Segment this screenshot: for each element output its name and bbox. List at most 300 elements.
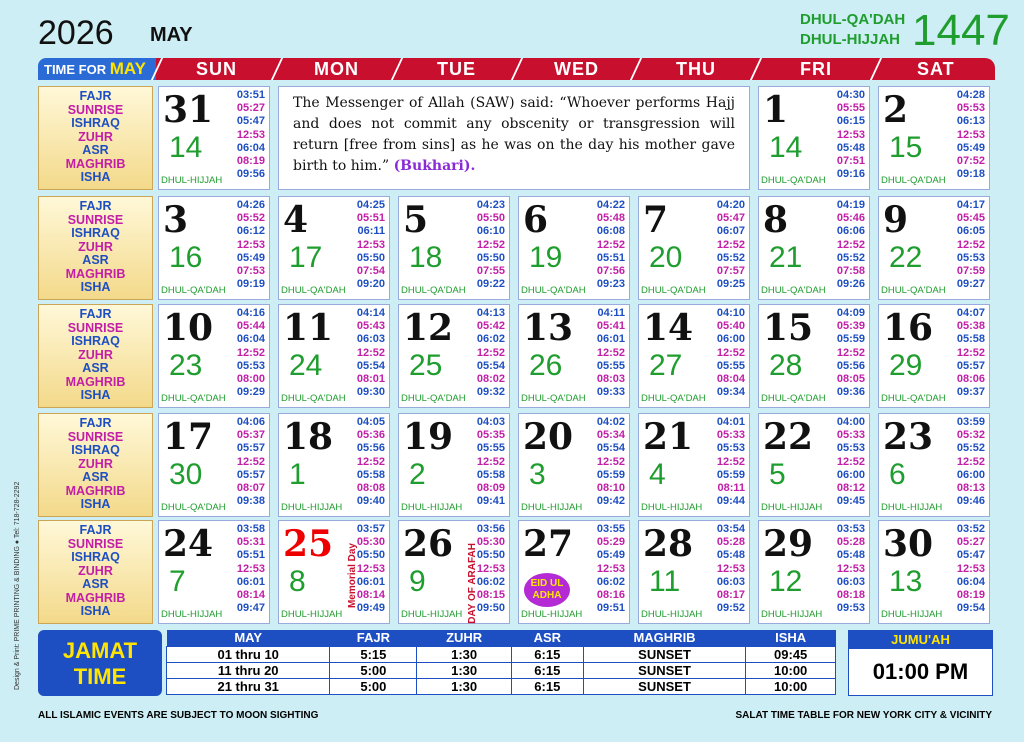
hijri-day: 20 [649, 241, 683, 274]
prayer-time: 06:04 [236, 333, 265, 346]
prayer-label: ZUHR [78, 563, 113, 578]
prayer-time: 09:49 [356, 602, 385, 615]
prayer-time: 07:58 [836, 265, 865, 278]
prayer-label: FAJR [79, 89, 112, 103]
day-cell [158, 304, 270, 408]
prayer-time: 08:01 [356, 373, 385, 386]
jamat-cell: 5:15 [330, 646, 417, 662]
hijri-month-name: DHUL-HIJJAH [881, 502, 943, 513]
prayer-time: 05:45 [956, 212, 985, 225]
hijri-month-name: DHUL-HIJJAH [281, 609, 343, 620]
prayer-time: 08:05 [836, 373, 865, 386]
prayer-time: 06:06 [836, 225, 865, 238]
prayer-time: 03:52 [956, 523, 985, 535]
gregorian-day: 12 [403, 307, 454, 349]
prayer-label: ISHRAQ [71, 226, 120, 240]
prayer-labels [38, 196, 153, 300]
hijri-month-name: DHUL-QA'DAH [161, 285, 226, 296]
prayer-time: 12:53 [356, 238, 385, 251]
prayer-time: 05:59 [596, 468, 625, 481]
year: 2026 [38, 14, 114, 52]
hijri-day: 4 [649, 458, 666, 491]
prayer-time: 12:52 [356, 455, 385, 468]
prayer-times [837, 523, 865, 615]
prayer-time: 06:00 [956, 468, 985, 481]
prayer-time: 05:46 [836, 212, 865, 225]
prayer-time: 05:40 [716, 320, 745, 333]
prayer-label: ISHRAQ [71, 550, 120, 564]
day-cell [398, 304, 510, 408]
prayer-time: 05:50 [356, 251, 385, 264]
prayer-time: 06:08 [596, 225, 625, 238]
day-cell [758, 304, 870, 408]
prayer-times [597, 416, 625, 508]
jamat-cell: 01 thru 10 [167, 646, 330, 662]
prayer-time: 05:33 [836, 429, 865, 442]
prayer-time: 03:57 [356, 523, 385, 535]
prayer-time: 05:56 [836, 359, 865, 372]
prayer-time: 12:53 [356, 562, 385, 575]
jamat-cell: 1:30 [417, 646, 512, 662]
prayer-time: 06:05 [956, 225, 985, 238]
hijri-day: 25 [409, 349, 443, 382]
prayer-time: 09:38 [236, 495, 265, 508]
jamat-row [167, 678, 836, 694]
prayer-label: ISHA [80, 170, 111, 184]
prayer-label: FAJR [79, 199, 112, 213]
hijri-day: 2 [409, 458, 426, 491]
prayer-time: 05:48 [716, 549, 745, 562]
prayer-time: 08:12 [836, 482, 865, 495]
day-cell [278, 196, 390, 300]
prayer-time: 09:45 [836, 495, 865, 508]
prayer-time: 04:00 [836, 416, 865, 428]
jamat-header: MAY [167, 630, 330, 646]
prayer-time: 04:03 [476, 416, 505, 428]
prayer-time: 05:55 [596, 359, 625, 372]
prayer-time: 05:58 [356, 468, 385, 481]
prayer-time: 12:53 [236, 238, 265, 251]
prayer-time: 12:52 [476, 238, 505, 251]
prayer-time: 09:56 [236, 168, 265, 181]
prayer-label: ISHRAQ [71, 334, 120, 348]
prayer-time: 09:16 [836, 168, 865, 181]
prayer-time: 12:52 [956, 238, 985, 251]
prayer-time: 09:18 [956, 168, 985, 181]
gregorian-day: 26 [403, 523, 454, 565]
day-name-fri [750, 58, 880, 80]
prayer-time: 04:07 [956, 307, 985, 319]
prayer-time: 09:52 [716, 602, 745, 615]
prayer-time: 09:46 [956, 495, 985, 508]
prayer-time: 09:37 [956, 386, 985, 399]
hijri-day: 14 [769, 131, 803, 164]
day-cell [398, 196, 510, 300]
day-name-sun [151, 58, 281, 80]
gregorian-day: 18 [283, 416, 334, 458]
prayer-time: 05:57 [956, 359, 985, 372]
gregorian-day: 8 [763, 199, 789, 241]
prayer-time: 12:53 [236, 128, 265, 141]
day-cell [398, 413, 510, 517]
jamat-table [166, 630, 836, 695]
prayer-time: 04:25 [356, 199, 385, 211]
prayer-time: 05:52 [956, 442, 985, 455]
day-cell [158, 520, 270, 624]
jamat-header: MAGHRIB [583, 630, 746, 646]
prayer-time: 04:10 [716, 307, 745, 319]
prayer-time: 05:55 [716, 359, 745, 372]
day-name-thu [630, 58, 760, 80]
day-name-tue [391, 58, 521, 80]
gregorian-day: 25 [283, 523, 334, 565]
jamat-cell: 21 thru 31 [167, 678, 330, 694]
day-name-text: SUN [196, 59, 238, 79]
prayer-times [237, 416, 265, 508]
gregorian-day: 3 [163, 199, 189, 241]
prayer-times [477, 307, 505, 399]
hijri-month-name: DHUL-HIJJAH [641, 502, 703, 513]
prayer-label: SUNRISE [67, 320, 124, 335]
prayer-time: 05:57 [236, 442, 265, 455]
gregorian-day: 10 [163, 307, 214, 349]
hijri-month-name: DHUL-HIJJAH [281, 502, 343, 513]
prayer-time: 05:59 [716, 468, 745, 481]
eid-badge: EID UL ADHA [524, 573, 570, 607]
prayer-label: ASR [82, 577, 109, 591]
prayer-time: 05:30 [476, 536, 505, 549]
prayer-time: 12:52 [236, 455, 265, 468]
prayer-time: 12:52 [716, 238, 745, 251]
gregorian-day: 16 [883, 307, 934, 349]
prayer-label: ZUHR [78, 347, 113, 362]
prayer-times [597, 307, 625, 399]
prayer-time: 08:00 [236, 373, 265, 386]
day-cell [518, 304, 630, 408]
prayer-times [837, 307, 865, 399]
gregorian-day: 27 [523, 523, 574, 565]
prayer-time: 03:59 [956, 416, 985, 428]
prayer-time: 05:43 [356, 320, 385, 333]
hijri-month-name: DHUL-QA'DAH [761, 175, 826, 186]
jamat-cell: 1:30 [417, 662, 512, 678]
prayer-time: 05:41 [596, 320, 625, 333]
prayer-time: 08:09 [476, 482, 505, 495]
prayer-times [477, 523, 505, 615]
gregorian-day: 29 [763, 523, 814, 565]
prayer-times [957, 523, 985, 615]
hijri-day: 8 [289, 565, 306, 598]
day-cell [158, 196, 270, 300]
hijri-month-1: DHUL-QA'DAH [800, 11, 906, 28]
prayer-time: 05:52 [716, 251, 745, 264]
prayer-times [237, 89, 265, 181]
day-cell [758, 86, 870, 190]
prayer-time: 08:02 [476, 373, 505, 386]
prayer-time: 09:30 [356, 386, 385, 399]
jamat-cell: 10:00 [746, 662, 836, 678]
gregorian-day: 23 [883, 416, 934, 458]
prayer-time: 12:53 [836, 128, 865, 141]
day-cell [878, 413, 990, 517]
prayer-time: 05:52 [836, 251, 865, 264]
prayer-time: 05:27 [236, 102, 265, 115]
hijri-day: 30 [169, 458, 203, 491]
gregorian-day: 22 [763, 416, 814, 458]
hijri-day: 17 [289, 241, 323, 274]
prayer-time: 04:28 [956, 89, 985, 101]
prayer-time: 12:52 [476, 455, 505, 468]
prayer-time: 06:02 [476, 575, 505, 588]
day-cell [878, 86, 990, 190]
prayer-time: 05:34 [596, 429, 625, 442]
hijri-day: 1 [289, 458, 306, 491]
prayer-times [237, 523, 265, 615]
prayer-time: 06:01 [356, 575, 385, 588]
prayer-time: 08:18 [836, 589, 865, 602]
gregorian-day: 30 [883, 523, 934, 565]
prayer-time: 05:49 [956, 141, 985, 154]
gregorian-day: 7 [643, 199, 669, 241]
day-names [156, 58, 995, 80]
day-name-text: FRI [800, 59, 833, 79]
day-cell [758, 520, 870, 624]
day-note: Memorial Day [347, 543, 358, 609]
day-cell [518, 520, 630, 624]
day-cell [278, 304, 390, 408]
prayer-labels [38, 520, 153, 624]
day-cell [398, 520, 510, 624]
prayer-time: 05:53 [236, 359, 265, 372]
prayer-time: 05:50 [476, 251, 505, 264]
prayer-time: 05:27 [956, 536, 985, 549]
hijri-day: 15 [889, 131, 923, 164]
prayer-times [237, 199, 265, 291]
hijri-day: 21 [769, 241, 803, 274]
prayer-times [477, 199, 505, 291]
hijri-month-name: DHUL-QA'DAH [401, 393, 466, 404]
jumuah-box [848, 630, 993, 696]
prayer-time: 08:06 [956, 373, 985, 386]
prayer-time: 05:35 [476, 429, 505, 442]
prayer-time: 04:11 [597, 307, 625, 319]
prayer-time: 05:49 [236, 251, 265, 264]
day-name-text: MON [314, 59, 360, 79]
prayer-label: SUNRISE [67, 536, 124, 551]
jamat-row [167, 646, 836, 662]
hijri-months [800, 10, 905, 50]
prayer-time: 04:05 [356, 416, 385, 428]
prayer-time: 06:11 [357, 225, 385, 238]
prayer-time: 05:42 [476, 320, 505, 333]
jamat-header: ISHA [746, 630, 836, 646]
day-name-wed [510, 58, 640, 80]
jamat-cell: 11 thru 20 [167, 662, 330, 678]
prayer-time: 06:07 [716, 225, 745, 238]
prayer-time: 08:19 [956, 589, 985, 602]
prayer-time: 12:52 [716, 455, 745, 468]
prayer-label: FAJR [79, 523, 112, 537]
prayer-time: 09:42 [596, 495, 625, 508]
prayer-time: 07:56 [596, 265, 625, 278]
prayer-time: 05:53 [836, 442, 865, 455]
jumuah-label: JUMU'AH [849, 631, 992, 649]
hijri-day: 5 [769, 458, 786, 491]
prayer-time: 05:50 [476, 212, 505, 225]
jamat-cell: SUNSET [583, 678, 746, 694]
prayer-time: 08:19 [236, 155, 265, 168]
prayer-time: 09:41 [476, 495, 505, 508]
day-note: DAY OF ARAFAH [467, 543, 478, 624]
prayer-time: 05:52 [236, 212, 265, 225]
prayer-time: 12:53 [596, 562, 625, 575]
prayer-time: 05:55 [836, 102, 865, 115]
prayer-label: ISHRAQ [71, 443, 120, 457]
hijri-month-name: DHUL-QA'DAH [281, 393, 346, 404]
hijri-day: 7 [169, 565, 186, 598]
hijri-month-name: DHUL-QA'DAH [641, 285, 706, 296]
prayer-time: 12:52 [956, 455, 985, 468]
prayer-time: 12:53 [716, 562, 745, 575]
jamat-cell: 6:15 [511, 678, 583, 694]
prayer-time: 03:58 [236, 523, 265, 535]
prayer-time: 08:16 [596, 589, 625, 602]
prayer-time: 12:52 [356, 346, 385, 359]
prayer-time: 06:03 [356, 333, 385, 346]
prayer-time: 07:54 [356, 265, 385, 278]
gregorian-day: 15 [763, 307, 814, 349]
prayer-time: 05:51 [236, 549, 265, 562]
prayer-time: 09:50 [476, 602, 505, 615]
prayer-times [237, 307, 265, 399]
gregorian-day: 20 [523, 416, 574, 458]
prayer-time: 05:29 [596, 536, 625, 549]
weekday-header [38, 58, 995, 80]
prayer-label: ASR [82, 361, 109, 375]
gregorian-day: 19 [403, 416, 454, 458]
hijri-month-name: DHUL-QA'DAH [161, 502, 226, 513]
prayer-label: ASR [82, 470, 109, 484]
jamat-cell: 09:45 [746, 646, 836, 662]
prayer-time: 03:56 [476, 523, 505, 535]
hijri-month-name: DHUL-QA'DAH [641, 393, 706, 404]
hijri-month-name: DHUL-HIJJAH [521, 609, 583, 620]
gregorian-day: 13 [523, 307, 574, 349]
prayer-times [957, 199, 985, 291]
prayer-time: 09:47 [236, 602, 265, 615]
prayer-time: 07:51 [836, 155, 865, 168]
prayer-label: MAGHRIB [65, 266, 126, 281]
prayer-time: 12:52 [836, 455, 865, 468]
jamat-cell: 6:15 [511, 662, 583, 678]
prayer-times [717, 307, 745, 399]
prayer-time: 05:54 [476, 359, 505, 372]
prayer-time: 06:01 [596, 333, 625, 346]
prayer-time: 05:38 [956, 320, 985, 333]
prayer-time: 09:54 [956, 602, 985, 615]
prayer-label: MAGHRIB [65, 156, 126, 171]
jamat-cell: SUNSET [583, 646, 746, 662]
prayer-labels [38, 304, 153, 408]
prayer-time: 09:34 [716, 386, 745, 399]
prayer-times [357, 199, 385, 291]
prayer-time: 04:13 [476, 307, 505, 319]
jamat-cell: 5:00 [330, 678, 417, 694]
prayer-time: 05:57 [236, 468, 265, 481]
hadith-box [278, 86, 750, 190]
prayer-time: 09:20 [356, 278, 385, 291]
hijri-month-name: DHUL-QA'DAH [401, 285, 466, 296]
prayer-times [477, 416, 505, 508]
prayer-label: MAGHRIB [65, 483, 126, 498]
prayer-time: 12:53 [236, 562, 265, 575]
prayer-time: 09:27 [956, 278, 985, 291]
prayer-label: ZUHR [78, 456, 113, 471]
hadith-text: The Messenger of Allah (SAW) said: “Whoever performs Hajj and does not commit any obscenity or transgression will return [free from sins] as he was on the day his mother gave birth to him.” [293, 95, 735, 174]
hijri-day: 24 [289, 349, 323, 382]
prayer-time: 05:51 [356, 212, 385, 225]
prayer-time: 04:19 [836, 199, 865, 211]
prayer-time: 12:52 [836, 238, 865, 251]
hijri-month-name: DHUL-HIJJAH [761, 609, 823, 620]
prayer-time: 05:59 [836, 333, 865, 346]
month: MAY [150, 24, 193, 46]
prayer-label: ISHA [80, 497, 111, 511]
hijri-month-name: DHUL-HIJJAH [401, 502, 463, 513]
hijri-day: 16 [169, 241, 203, 274]
prayer-time: 09:19 [236, 278, 265, 291]
prayer-time: 05:53 [716, 442, 745, 455]
hijri-month-name: DHUL-QA'DAH [761, 393, 826, 404]
prayer-time: 08:17 [716, 589, 745, 602]
prayer-time: 08:10 [596, 482, 625, 495]
prayer-times [717, 523, 745, 615]
prayer-time: 05:56 [356, 442, 385, 455]
city-note: SALAT TIME TABLE FOR NEW YORK CITY & VICINITY [735, 710, 992, 721]
hijri-day: 26 [529, 349, 563, 382]
prayer-time: 09:26 [836, 278, 865, 291]
hijri-day: 27 [649, 349, 683, 382]
day-cell [758, 196, 870, 300]
prayer-time: 05:33 [716, 429, 745, 442]
hijri-day: 23 [169, 349, 203, 382]
gregorian-day: 28 [643, 523, 694, 565]
day-cell [278, 520, 390, 624]
prayer-time: 06:00 [716, 333, 745, 346]
prayer-time: 12:52 [596, 346, 625, 359]
jumuah-time: 01:00 PM [872, 659, 969, 684]
hijri-month-name: DHUL-HIJJAH [401, 609, 463, 620]
prayer-time: 06:04 [236, 141, 265, 154]
prayer-time: 12:52 [836, 346, 865, 359]
prayer-time: 09:33 [596, 386, 625, 399]
gregorian-day: 1 [763, 89, 789, 131]
prayer-time: 12:52 [596, 455, 625, 468]
prayer-time: 12:52 [716, 346, 745, 359]
prayer-time: 07:57 [716, 265, 745, 278]
prayer-time: 12:52 [476, 346, 505, 359]
prayer-time: 09:53 [836, 602, 865, 615]
prayer-time: 04:02 [596, 416, 625, 428]
prayer-time: 08:03 [596, 373, 625, 386]
prayer-label: ISHA [80, 604, 111, 618]
prayer-time: 09:29 [236, 386, 265, 399]
prayer-time: 04:09 [836, 307, 865, 319]
day-cell [878, 196, 990, 300]
hijri-month-name: DHUL-HIJJAH [161, 175, 223, 186]
hijri-year: 1447 [912, 6, 1010, 55]
hijri-day: 29 [889, 349, 923, 382]
